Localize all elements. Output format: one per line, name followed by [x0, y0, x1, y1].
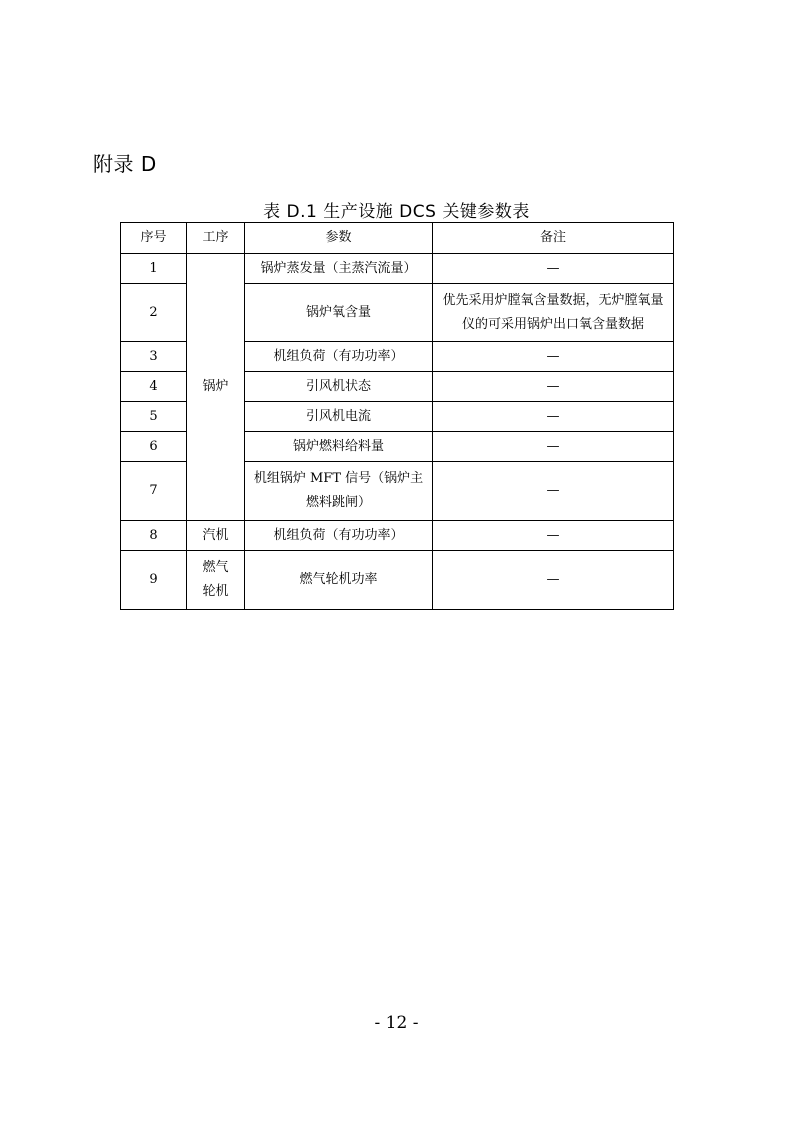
- process-cell: 汽机: [187, 521, 245, 551]
- row-number: 7: [121, 462, 187, 521]
- param-cell: 锅炉蒸发量（主蒸汽流量）: [245, 254, 433, 284]
- note-cell: —: [433, 551, 674, 610]
- table-row: [121, 254, 674, 284]
- param-cell: 锅炉氧含量: [245, 284, 433, 342]
- note-cell: —: [433, 254, 674, 284]
- row-number: 5: [121, 402, 187, 432]
- param-cell: 机组负荷（有功功率）: [245, 521, 433, 551]
- param-cell: 燃气轮机功率: [245, 551, 433, 610]
- column-header: 备注: [433, 223, 674, 254]
- param-cell: 引风机状态: [245, 372, 433, 402]
- column-header: 参数: [245, 223, 433, 254]
- param-cell: 锅炉燃料给料量: [245, 432, 433, 462]
- dcs-parameter-table: [120, 222, 674, 610]
- table-row: [121, 521, 674, 551]
- note-cell: —: [433, 432, 674, 462]
- param-cell: 机组负荷（有功功率）: [245, 342, 433, 372]
- process-cell: 锅炉: [187, 254, 245, 521]
- column-header: 序号: [121, 223, 187, 254]
- column-header: 工序: [187, 223, 245, 254]
- note-cell: —: [433, 342, 674, 372]
- note-cell: —: [433, 521, 674, 551]
- row-number: 8: [121, 521, 187, 551]
- table-header-row: [121, 223, 674, 254]
- process-cell: 燃气轮机: [187, 551, 245, 610]
- appendix-title: 附录 D: [93, 152, 157, 176]
- note-cell: 优先采用炉膛氧含量数据，无炉膛氧量仪的可采用锅炉出口氧含量数据: [433, 284, 674, 342]
- table-caption: 表 D.1 生产设施 DCS 关键参数表: [263, 202, 530, 222]
- note-cell: —: [433, 462, 674, 521]
- param-cell: 机组锅炉 MFT 信号（锅炉主燃料跳闸）: [245, 462, 433, 521]
- table-row: [121, 551, 674, 610]
- row-number: 1: [121, 254, 187, 284]
- row-number: 4: [121, 372, 187, 402]
- param-cell: 引风机电流: [245, 402, 433, 432]
- row-number: 2: [121, 284, 187, 342]
- row-number: 6: [121, 432, 187, 462]
- row-number: 3: [121, 342, 187, 372]
- note-cell: —: [433, 402, 674, 432]
- row-number: 9: [121, 551, 187, 610]
- page-number: - 12 -: [374, 1013, 419, 1033]
- note-cell: —: [433, 372, 674, 402]
